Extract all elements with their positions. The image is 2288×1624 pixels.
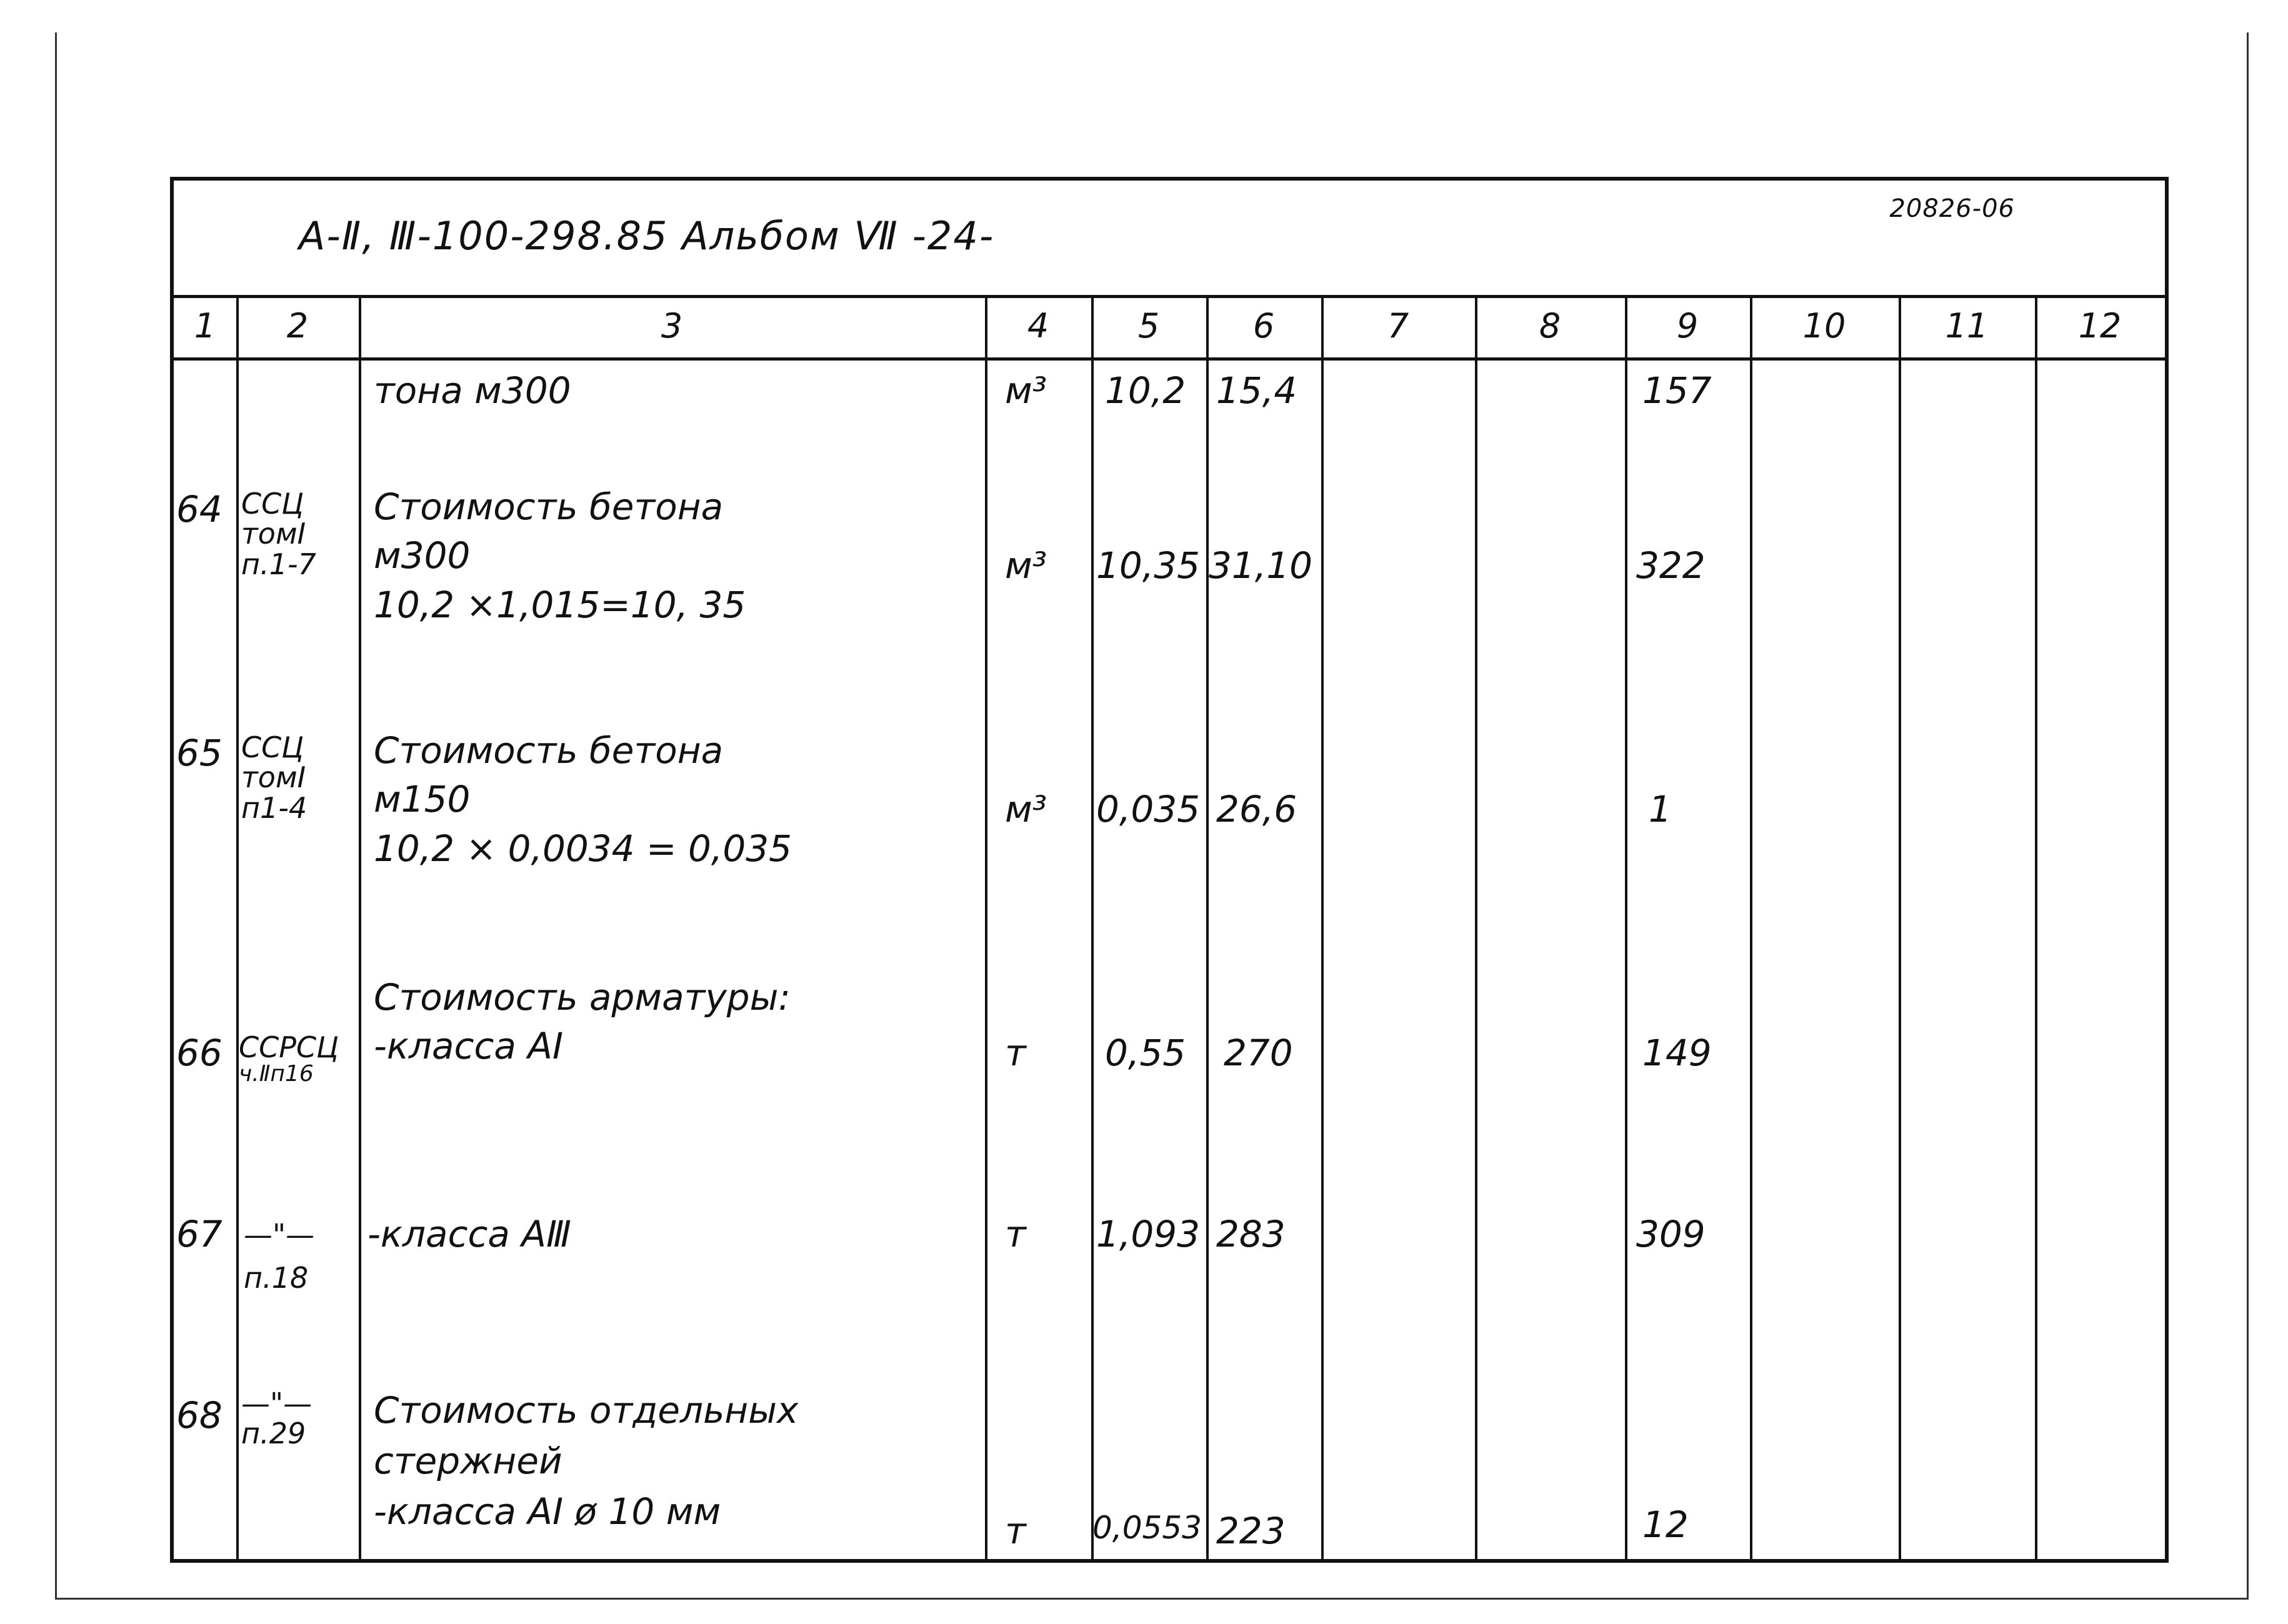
row-description: Стоимость арматуры: -класса АI: [374, 976, 791, 1068]
column-header: 12: [2078, 306, 2122, 346]
row-quantity: 0,55: [1105, 1032, 1186, 1074]
row-number: 66: [176, 1032, 222, 1074]
row-unit: м³: [1005, 788, 1047, 830]
row-total: 149: [1642, 1032, 1712, 1074]
row-quantity: 1,093: [1096, 1213, 1201, 1255]
column-header: 4: [1027, 306, 1049, 346]
column-header: 3: [661, 306, 683, 346]
row-number: 64: [176, 488, 222, 531]
column-header: 8: [1539, 306, 1561, 346]
column-divider: [1899, 295, 1901, 1559]
column-divider: [1206, 295, 1209, 1559]
row-unit: т: [1005, 1213, 1026, 1255]
row-description: Стоимость отдельных стержней -класса АI ø 10 мм: [374, 1389, 799, 1533]
column-divider: [2035, 295, 2037, 1559]
column-header: 6: [1252, 306, 1275, 346]
row-description: -класса АⅢ: [367, 1213, 571, 1255]
row-quantity: 0,035: [1096, 788, 1201, 830]
column-header: 7: [1387, 306, 1409, 346]
title-block: [174, 181, 2165, 298]
column-header: 5: [1137, 306, 1160, 346]
column-header: 10: [1802, 306, 1846, 346]
column-divider: [1750, 295, 1752, 1559]
row-total: 12: [1642, 1503, 1689, 1546]
row-unit-price: 283: [1216, 1213, 1286, 1255]
row-description: Стоимость бетона м150 10,2 × 0,0034 = 0,035: [374, 729, 792, 870]
row-total: 322: [1636, 544, 1706, 587]
row-total: 157: [1642, 369, 1712, 412]
row-unit-price: 270: [1224, 1032, 1293, 1074]
row-code: ССЦ томI п1-4: [241, 730, 307, 825]
row-number: 67: [176, 1213, 222, 1255]
estimate-sheet: [170, 177, 2169, 1563]
document-number: 20826-06: [1889, 194, 2015, 223]
column-header: 1: [194, 306, 216, 346]
row-quantity: 0,0553: [1092, 1510, 1202, 1546]
row-quantity: 10,35: [1096, 544, 1201, 587]
row-unit-price: 223: [1216, 1510, 1286, 1552]
row-code: —"— п.18: [244, 1218, 315, 1295]
column-divider: [1625, 295, 1627, 1559]
row-quantity: 10,2: [1105, 369, 1186, 412]
row-total: 309: [1636, 1213, 1706, 1255]
row-unit-price: 15,4: [1216, 369, 1297, 412]
column-divider: [1475, 295, 1477, 1559]
row-number: 68: [176, 1394, 222, 1437]
row-unit: т: [1005, 1510, 1026, 1552]
row-unit: т: [1005, 1032, 1026, 1074]
column-header: 9: [1676, 306, 1699, 346]
row-code: ССРСЦ ч.Ⅱп16: [239, 1030, 339, 1087]
column-divider: [1321, 295, 1324, 1559]
row-description: тона м300: [374, 369, 571, 412]
column-header: 11: [1945, 306, 1989, 346]
row-unit: м³: [1005, 544, 1047, 587]
row-description: Стоимость бетона м300 10,2 ×1,015=10, 35: [374, 486, 746, 626]
column-divider: [985, 295, 987, 1559]
column-divider: [359, 295, 361, 1559]
column-divider: [1091, 295, 1094, 1559]
row-unit-price: 31,10: [1209, 544, 1313, 587]
row-total: 1: [1649, 788, 1672, 830]
estimate-table: [174, 295, 2165, 1559]
row-code: —"— п.29: [241, 1387, 312, 1451]
sheet-title: А-Ⅱ, Ⅲ-100-298.85 Альбом Ⅶ -24-: [299, 213, 995, 259]
column-header: 2: [286, 306, 309, 346]
row-unit: м³: [1005, 369, 1047, 412]
column-divider: [236, 295, 239, 1559]
row-unit-price: 26,6: [1216, 788, 1297, 830]
column-header-row: [174, 295, 2165, 361]
row-number: 65: [176, 732, 222, 774]
row-code: ССЦ томI п.1-7: [241, 487, 316, 581]
